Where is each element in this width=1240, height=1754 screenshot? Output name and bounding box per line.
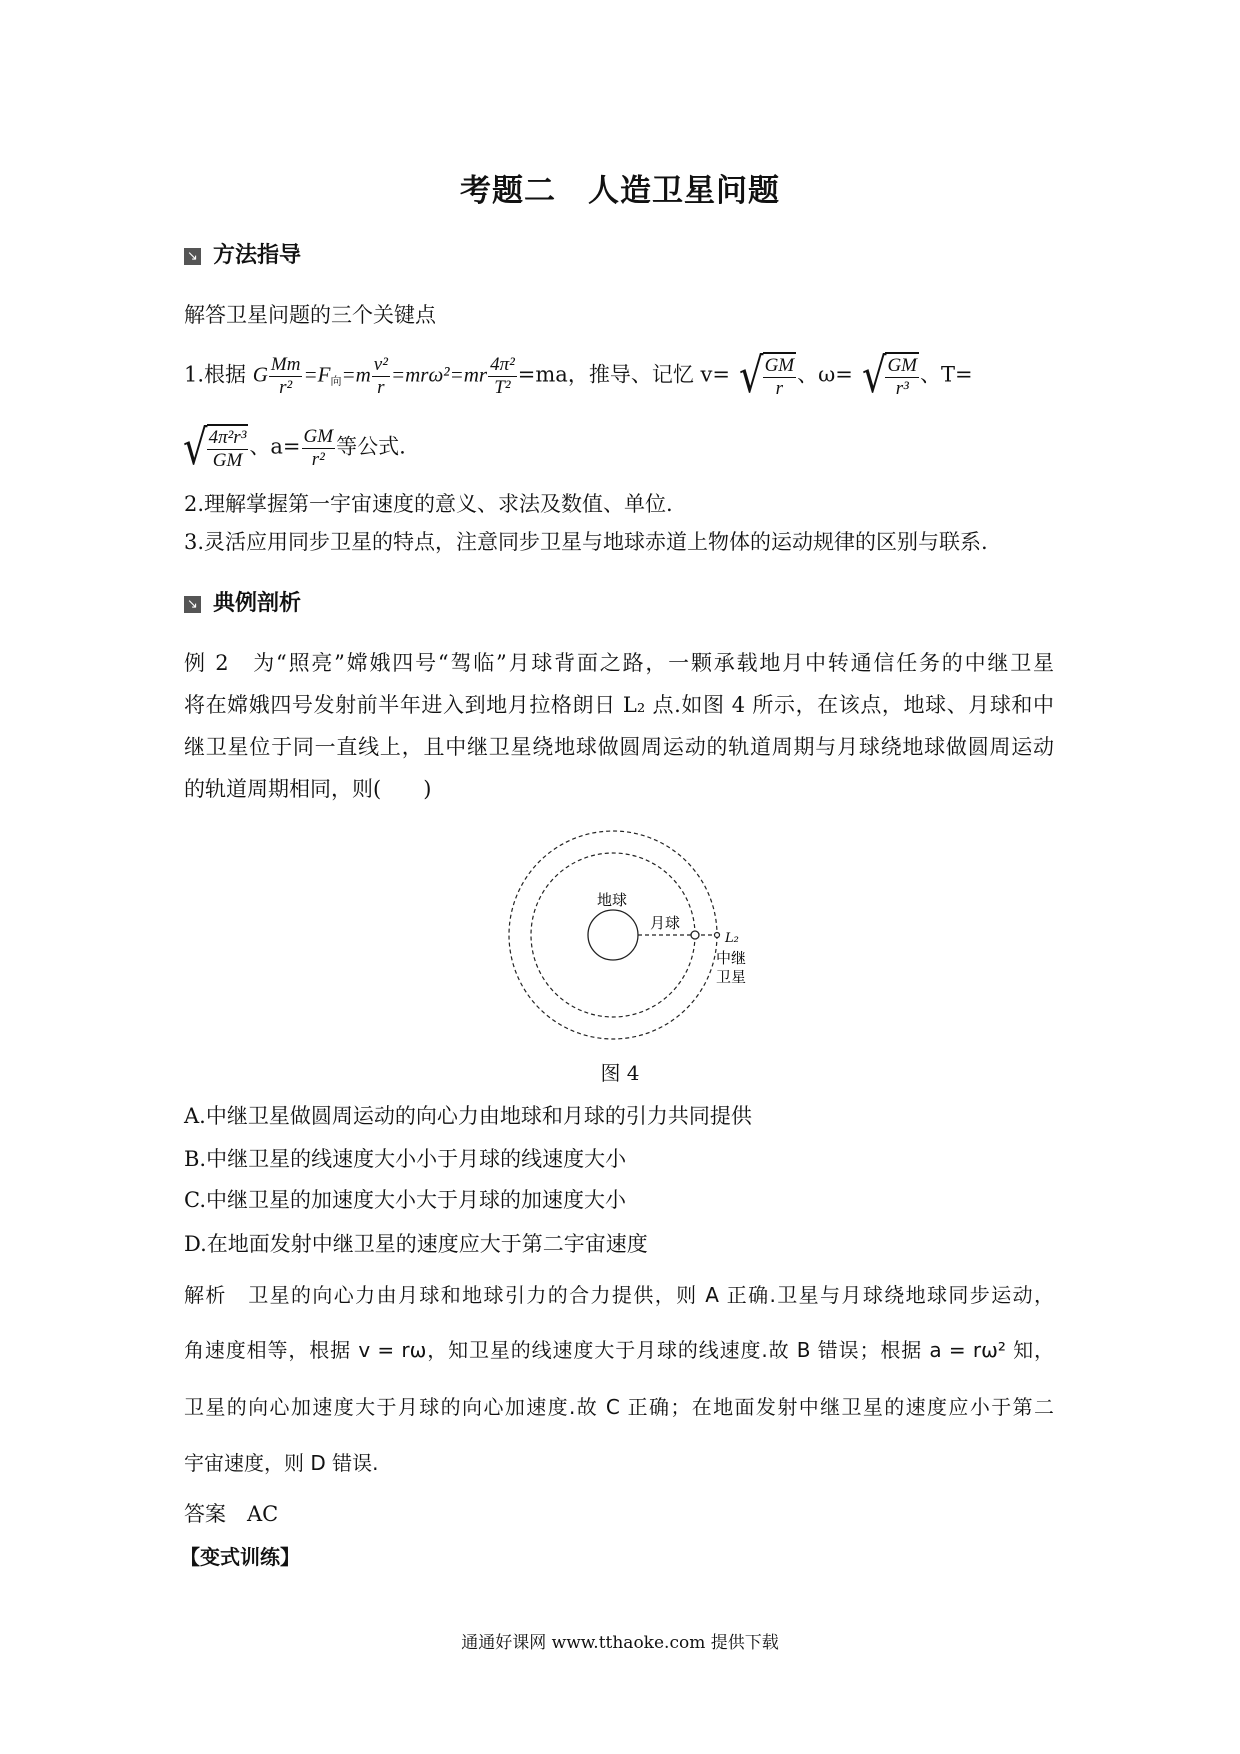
example-line: 继卫星位于同一直线上，且中继卫星绕地球做圆周运动的轨道周期与月球绕地球做圆周运动	[184, 735, 1054, 759]
footer-watermark: 通通好课网 www.tthaoke.com 提供下载	[461, 1633, 779, 1653]
fraction	[372, 354, 390, 399]
relay-label-2: 卫星	[716, 968, 747, 986]
denominator: r³	[895, 378, 909, 399]
formula-line-2	[180, 420, 1050, 476]
denominator: r²	[311, 448, 325, 470]
radical-sign: √	[739, 348, 764, 404]
formula-text: =m	[341, 362, 371, 387]
section-label: 方法指导	[213, 243, 302, 268]
option-a: A.中继卫星做圆周运动的向心力由地球和月球的引力共同提供	[184, 1104, 752, 1128]
page-title: 考题二 人造卫星问题	[460, 173, 780, 209]
formula-text: 、ω=	[797, 362, 853, 387]
fraction	[269, 354, 303, 399]
formula-text: =mrω²=mr	[390, 362, 488, 387]
relay-label-1: 中继	[716, 949, 747, 967]
arrow-box-icon: ↘	[184, 596, 201, 613]
section-header-examples	[184, 589, 1054, 619]
section-header-method	[184, 241, 1054, 271]
relay-satellite-dot	[715, 933, 720, 938]
numerator: 4π²	[490, 353, 515, 375]
example-line: 将在嫦娥四号发射前半年进入到地月拉格朗日 L₂ 点.如图 4 所示，在该点，地球、月球和中	[184, 693, 1054, 717]
denominator: r	[377, 376, 385, 398]
analysis-line: 角速度相等，根据 v = rω，知卫星的线速度大于月球的线速度.故 B 错误；根据 a = rω² 知，	[184, 1338, 1054, 1362]
moon-orbit	[531, 853, 695, 1017]
square-root	[180, 420, 249, 476]
arrow-box-icon: ↘	[184, 248, 201, 265]
numerator: GM	[764, 355, 795, 376]
numerator: v²	[373, 353, 388, 375]
formula-line-1	[184, 348, 1054, 404]
fraction	[763, 352, 797, 400]
variant-training-heading: 【变式训练】	[180, 1545, 300, 1569]
orbit-diagram	[480, 815, 780, 1055]
analysis-line: 卫星的向心加速度大于月球的向心加速度.故 C 正确；在地面发射中继卫星的速度应小于第二	[184, 1395, 1054, 1419]
figure-caption: 图 4	[600, 1061, 640, 1085]
option-d: D.在地面发射中继卫星的速度应大于第二宇宙速度	[184, 1232, 648, 1256]
point-2: 2.理解掌握第一宇宙速度的意义、求法及数值、单位.	[184, 492, 673, 516]
denominator: T²	[494, 376, 511, 398]
fraction	[885, 352, 919, 400]
numerator: GM	[303, 425, 334, 447]
radical-sign: √	[183, 420, 208, 476]
earth-circle	[588, 910, 638, 960]
denominator: r²	[279, 376, 293, 398]
example-line: 例 2 为“照亮”嫦娥四号“驾临”月球背面之路，一颗承载地月中转通信任务的中继卫星	[184, 651, 1054, 675]
radical-sign: √	[861, 348, 887, 404]
numerator: 4π²r³	[208, 427, 247, 448]
formula-text: =F	[303, 362, 331, 387]
numerator: Mm	[270, 353, 301, 375]
denominator: GM	[212, 450, 243, 471]
example-line: 的轨道周期相同，则( )	[184, 777, 432, 801]
fraction	[207, 424, 249, 472]
denominator: r	[775, 378, 784, 399]
fraction	[302, 426, 336, 471]
subscript: 向	[330, 374, 342, 388]
point-3: 3.灵活应用同步卫星的特点，注意同步卫星与地球赤道上物体的运动规律的区别与联系.	[184, 530, 988, 554]
formula-text: =ma，推导、记忆 v=	[517, 362, 730, 387]
analysis-line: 宇宙速度，则 D 错误.	[184, 1451, 379, 1475]
moon-label: 月球	[650, 914, 681, 932]
formula-text: G	[252, 362, 268, 387]
formula-text: 1.根据	[184, 362, 253, 387]
formula-text: 、a=	[249, 434, 301, 459]
l2-label: L₂	[725, 931, 739, 946]
formula-text: 、T=	[920, 362, 973, 387]
earth-label: 地球	[597, 891, 628, 909]
moon-dot	[691, 931, 699, 939]
formula-text: 等公式.	[336, 434, 406, 459]
option-c: C.中继卫星的加速度大小大于月球的加速度大小	[184, 1188, 626, 1212]
option-b: B.中继卫星的线速度大小小于月球的线速度大小	[184, 1147, 627, 1171]
square-root	[859, 348, 920, 404]
square-root	[736, 348, 797, 404]
fraction	[488, 354, 517, 399]
numerator: GM	[887, 355, 918, 376]
answer: 答案 AC	[184, 1502, 279, 1526]
intro-text: 解答卫星问题的三个关键点	[184, 303, 436, 327]
analysis-line: 解析 卫星的向心力由月球和地球引力的合力提供，则 A 正确.卫星与月球绕地球同步运动，	[184, 1283, 1054, 1307]
section-label: 典例剖析	[213, 591, 302, 616]
outer-orbit	[509, 831, 717, 1039]
